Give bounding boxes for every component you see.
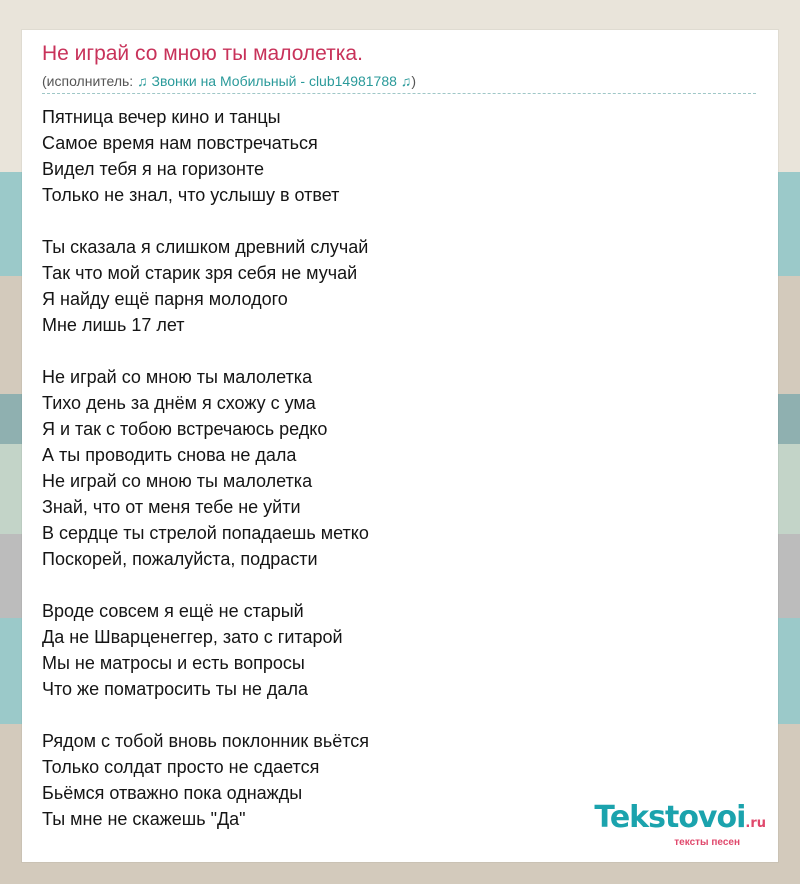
stanza-gap	[42, 572, 742, 598]
artist-line	[42, 73, 416, 89]
lyric-line: Ты мне не скажешь "Да"	[42, 809, 246, 829]
lyric-line: Знай, что от меня тебе не уйти	[42, 497, 301, 517]
lyric-line: Видел тебя я на горизонте	[42, 159, 264, 179]
song-title: Не играй со мною ты малолетка.	[42, 42, 363, 65]
lyric-line: Ты сказала я слишком древний случай	[42, 237, 369, 257]
lyric-line: Тихо день за днём я схожу с ума	[42, 393, 316, 413]
lyrics-card	[22, 30, 778, 862]
lyric-line: Самое время нам повстречаться	[42, 133, 318, 153]
lyric-line: Не играй со мною ты малолетка	[42, 367, 313, 387]
lyric-line: Только не знал, что услышу в ответ	[42, 185, 340, 205]
stanza-gap	[42, 702, 742, 728]
lyric-line: Бьёмся отважно пока однажды	[42, 783, 303, 803]
logo-wordmark	[594, 800, 766, 839]
artist-prefix: (исполнитель:	[42, 73, 138, 89]
artist-link[interactable]: ♫ Звонки на Мобильный - club14981788 ♫	[137, 73, 412, 89]
lyric-line: В сердце ты стрелой попадаешь метко	[42, 523, 369, 543]
stanza-gap	[42, 208, 742, 234]
lyric-line: Что же поматросить ты не дала	[42, 679, 308, 699]
lyric-line: Я и так с тобою встречаюсь редко	[42, 419, 328, 439]
lyric-line: Да не Шварценеггер, зато с гитарой	[42, 627, 343, 647]
lyric-line: Только солдат просто не сдается	[42, 757, 320, 777]
lyric-line: Так что мой старик зря себя не мучай	[42, 263, 358, 283]
lyric-line: А ты проводить снова не дала	[42, 445, 297, 465]
lyric-line: Я найду ещё парня молодого	[42, 289, 288, 309]
stanza-gap	[42, 338, 742, 364]
dashed-divider	[42, 93, 756, 94]
artist-suffix: )	[411, 73, 416, 89]
lyric-line: Мы не матросы и есть вопросы	[42, 653, 305, 673]
lyric-line: Рядом с тобой вновь поклонник вьётся	[42, 731, 370, 751]
site-logo[interactable]	[594, 800, 766, 848]
lyric-line: Пятница вечер кино и танцы	[42, 107, 281, 127]
lyric-line: Поскорей, пожалуйста, подрасти	[42, 549, 318, 569]
logo-suffix: .ru	[745, 816, 766, 831]
logo-main-text: Tekstovoi	[594, 800, 746, 835]
lyric-line: Мне лишь 17 лет	[42, 315, 185, 335]
lyric-line: Не играй со мною ты малолетка	[42, 471, 313, 491]
lyric-line: Вроде совсем я ещё не старый	[42, 601, 304, 621]
logo-tagline: тексты песен	[674, 837, 740, 848]
lyrics-text	[42, 104, 742, 832]
